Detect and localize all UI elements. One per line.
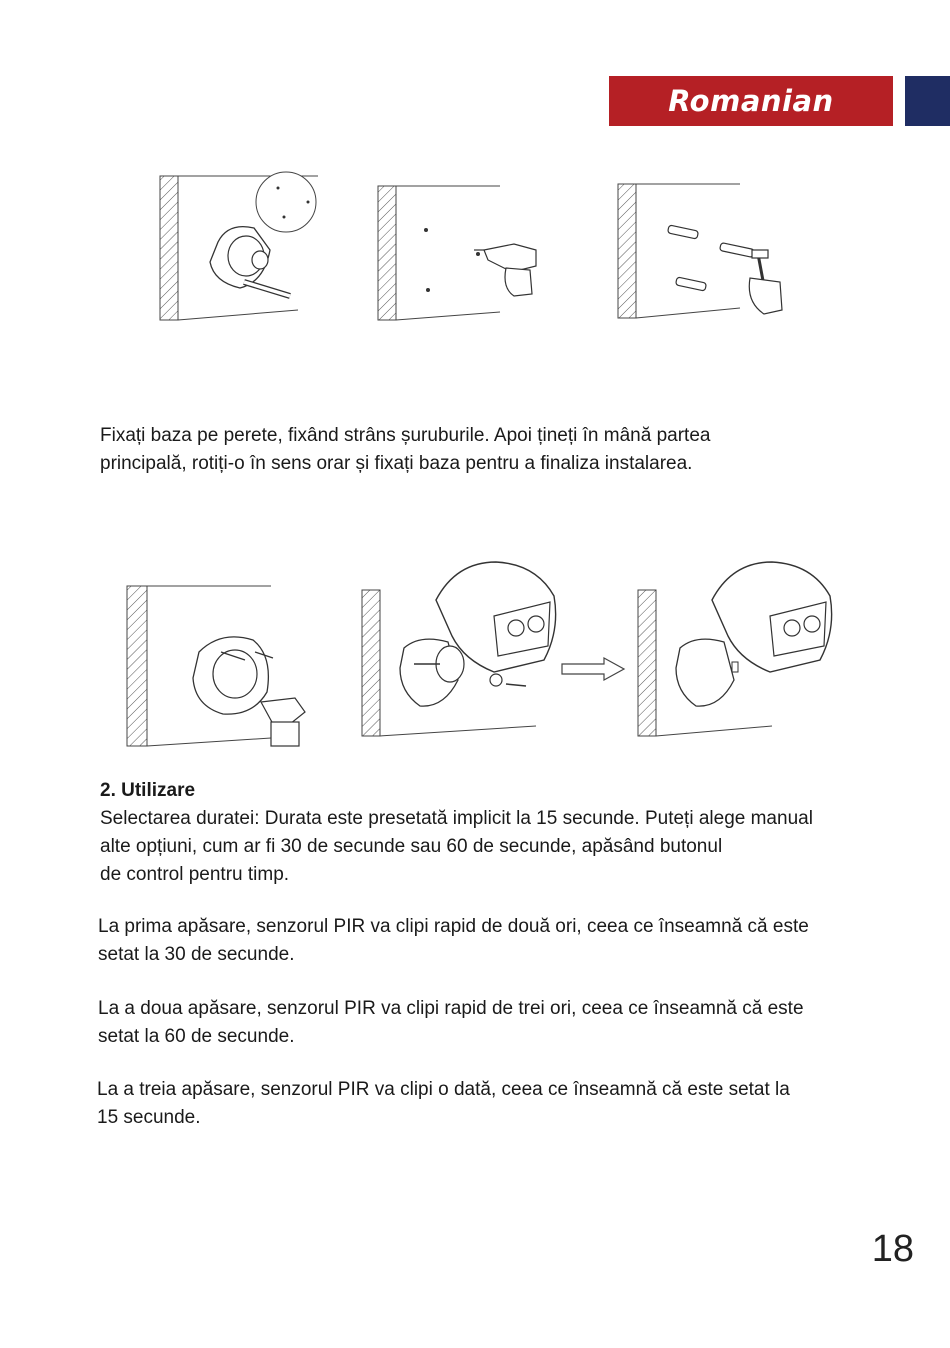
first-press-line-1: La prima apăsare, senzorul PIR va clipi rapid de două ori, ceea ce înseamnă că este (98, 916, 809, 937)
page-number: 18 (871, 1228, 914, 1270)
install-text-line-1: Fixați baza pe perete, fixând strâns șuruburile. Apoi țineți în mână partea (100, 425, 711, 446)
install-text-line-2: principală, rotiți-o în sens orar și fixați baza pentru a finaliza instalarea. (100, 453, 693, 474)
attach-camera-icon (360, 560, 560, 740)
usage-section (100, 777, 813, 889)
usage-intro-line-3: de control pentru timp. (100, 864, 290, 885)
insert-anchors-icon (616, 182, 791, 322)
screw-base-icon (125, 582, 315, 750)
second-press-paragraph (98, 995, 804, 1051)
language-badge: Romanian (609, 76, 893, 126)
section-edge-tab (905, 76, 950, 126)
third-press-line-1: La a treia apăsare, senzorul PIR va clipi o dată, ceea ce înseamnă că este setat la (97, 1079, 790, 1100)
second-press-line-1: La a doua apăsare, senzorul PIR va clipi rapid de trei ori, ceea ce înseamnă că este (98, 998, 804, 1019)
right-arrow-icon (560, 656, 628, 682)
install-instructions (100, 422, 710, 478)
drill-holes-icon (376, 184, 541, 324)
usage-intro-line-1: Selectarea duratei: Durata este presetată implicit la 15 secunde. Puteți alege manual (100, 808, 813, 829)
third-press-line-2: 15 secunde. (97, 1107, 201, 1128)
second-press-line-2: setat la 60 de secunde. (98, 1026, 295, 1047)
third-press-paragraph (97, 1076, 790, 1132)
first-press-paragraph (98, 913, 809, 969)
installed-camera-icon (636, 560, 836, 740)
usage-intro-line-2: alte opțiuni, cum ar fi 30 de secunde sau 60 de secunde, apăsând butonul (100, 836, 723, 857)
usage-heading: 2. Utilizare (100, 780, 196, 801)
wall-mount-base-icon (158, 172, 318, 324)
first-press-line-2: setat la 30 de secunde. (98, 944, 295, 965)
